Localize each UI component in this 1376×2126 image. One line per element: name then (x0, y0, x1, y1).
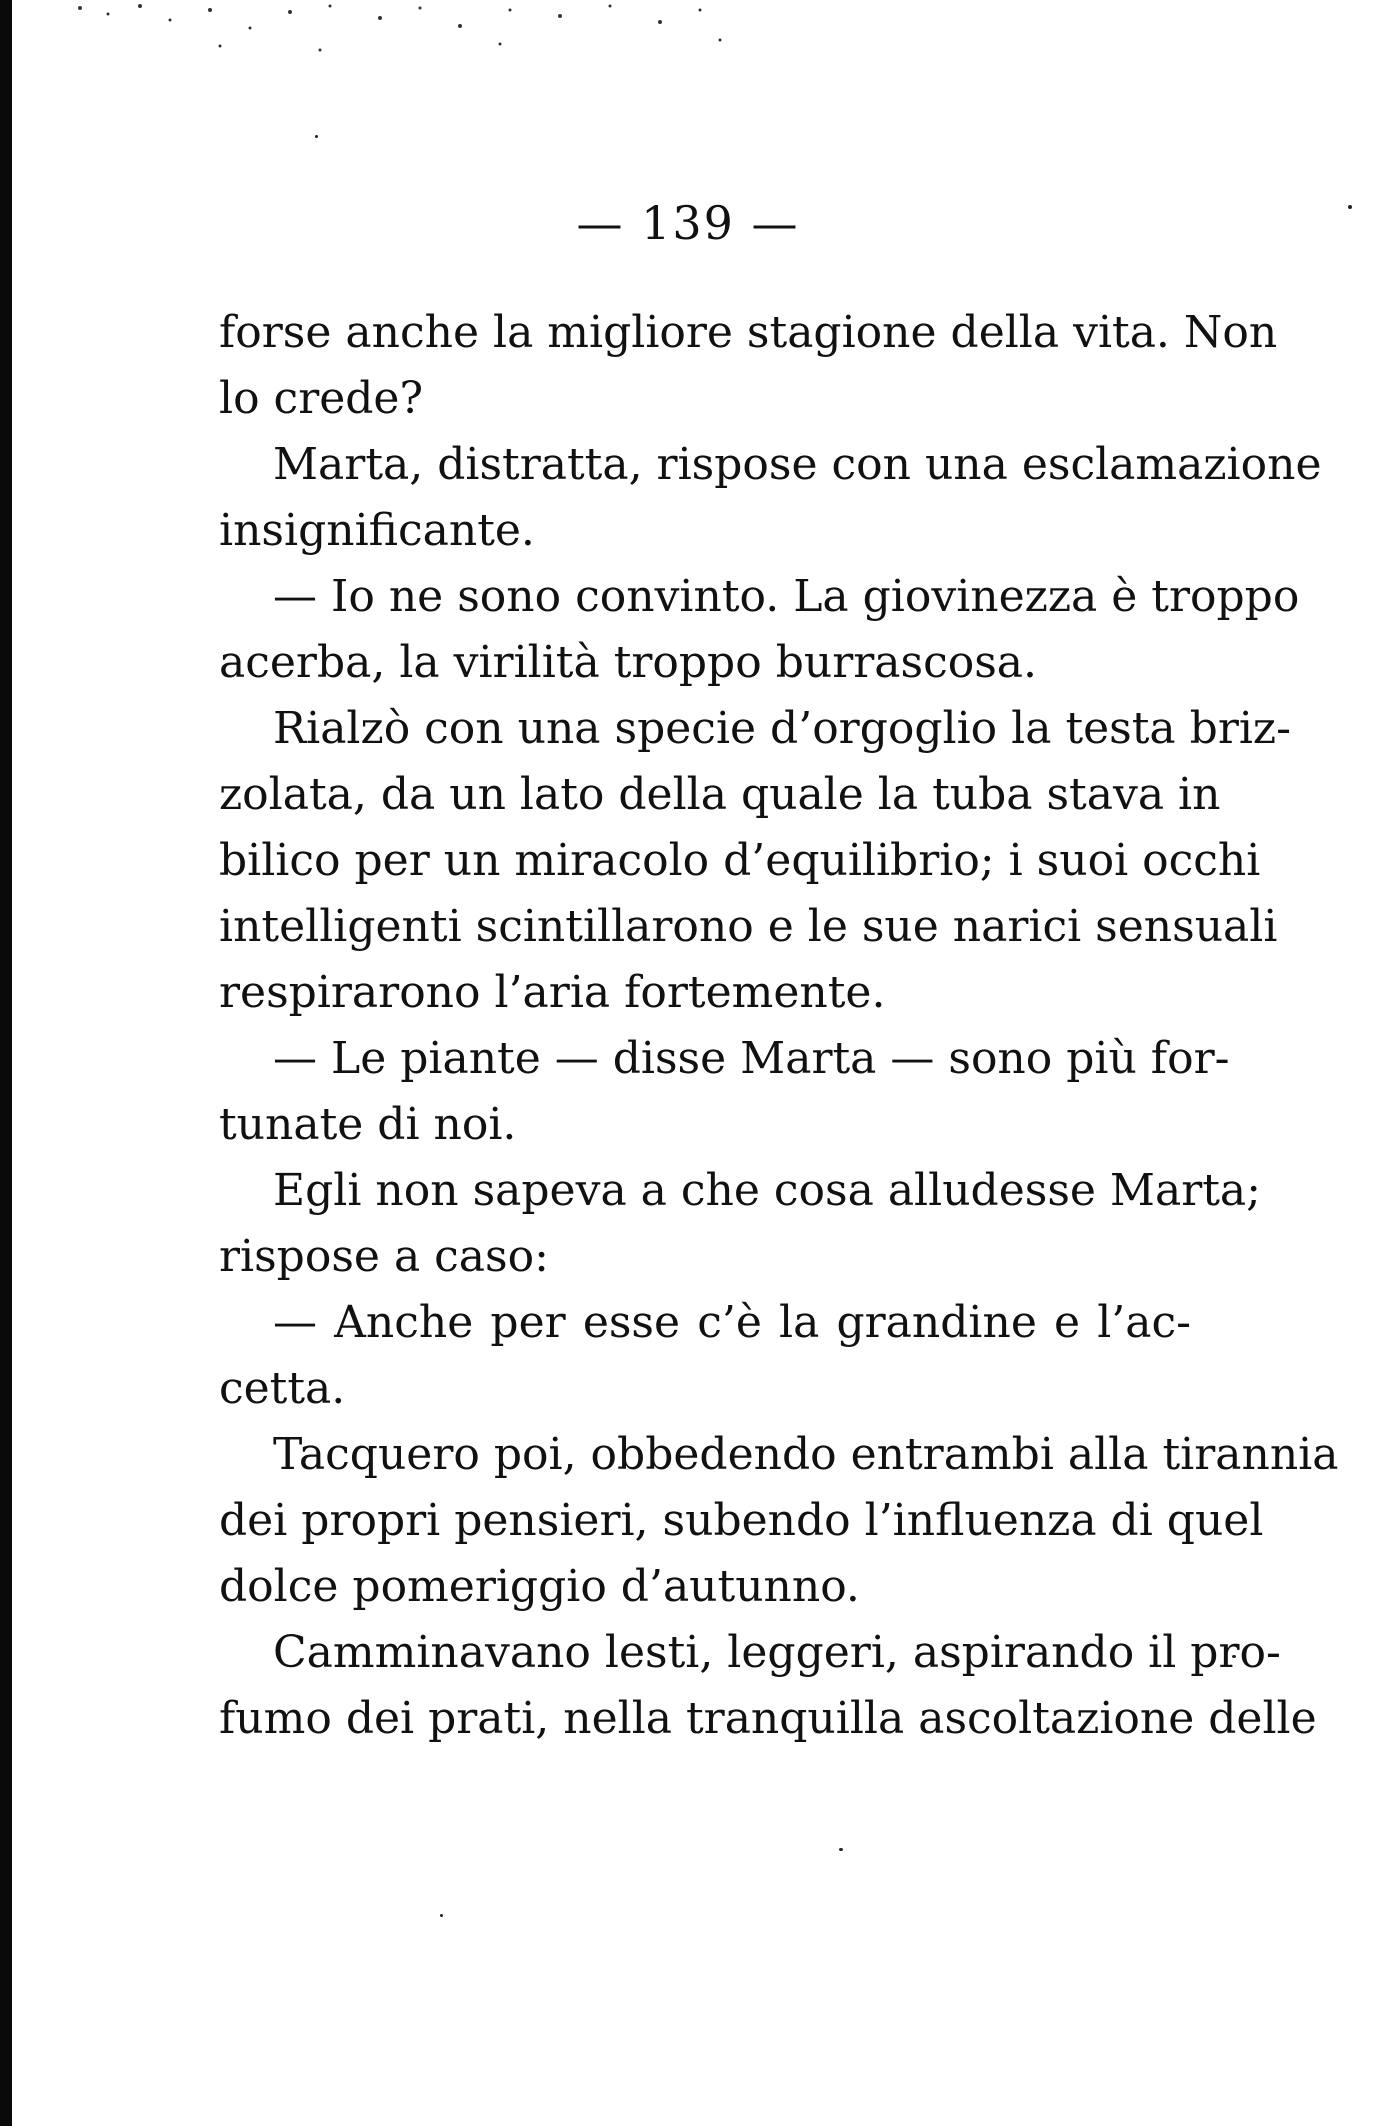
text-line: — Anche per esse c’è la grandine e l’ac- (273, 1297, 1191, 1348)
text-line: cetta. (219, 1363, 346, 1414)
text-line: rispose a caso: (219, 1231, 549, 1282)
text-line: Egli non sapeva a che cosa alludesse Marta; (273, 1165, 1261, 1216)
text-line: intelligenti scintillarono e le sue narici sensuali (219, 901, 1278, 952)
text-line: forse anche la migliore stagione della vita. Non (219, 307, 1278, 358)
text-line: Camminavano lesti, leggeri, aspirando il pro- (273, 1627, 1281, 1678)
text-line: respirarono l’aria fortemente. (219, 967, 886, 1018)
text-line: tunate di noi. (219, 1099, 517, 1150)
text-line: insignificante. (219, 505, 535, 556)
page-number: — 139 — (576, 196, 800, 250)
stray-mark (839, 1848, 843, 1851)
text-line: lo crede? (219, 373, 424, 424)
text-line: dei propri pensieri, subendo l’influenza di quel (219, 1495, 1264, 1546)
text-line: fumo dei prati, nella tranquilla ascoltazione delle (219, 1693, 1317, 1744)
text-line: dolce pomeriggio d’autunno. (219, 1561, 860, 1612)
text-line: bilico per un miracolo d’equilibrio; i suoi occhi (219, 835, 1261, 886)
stray-mark (440, 1914, 443, 1917)
print-speckle (60, 0, 780, 70)
body-text (219, 300, 1339, 1752)
text-line: Marta, distratta, rispose con una esclamazione (273, 439, 1322, 490)
binding-edge (0, 0, 12, 2126)
text-line: — Le piante — disse Marta — sono più for- (273, 1033, 1230, 1084)
text-line: — Io ne sono convinto. La giovinezza è troppo (273, 571, 1300, 622)
text-line: Rialzò con una specie d’orgoglio la testa briz- (273, 703, 1291, 754)
text-line: acerba, la virilità troppo burrascosa. (219, 637, 1038, 688)
text-line: zolata, da un lato della quale la tuba stava in (219, 769, 1221, 820)
stray-mark (315, 135, 318, 138)
text-line: Tacquero poi, obbedendo entrambi alla tirannia (273, 1429, 1339, 1480)
